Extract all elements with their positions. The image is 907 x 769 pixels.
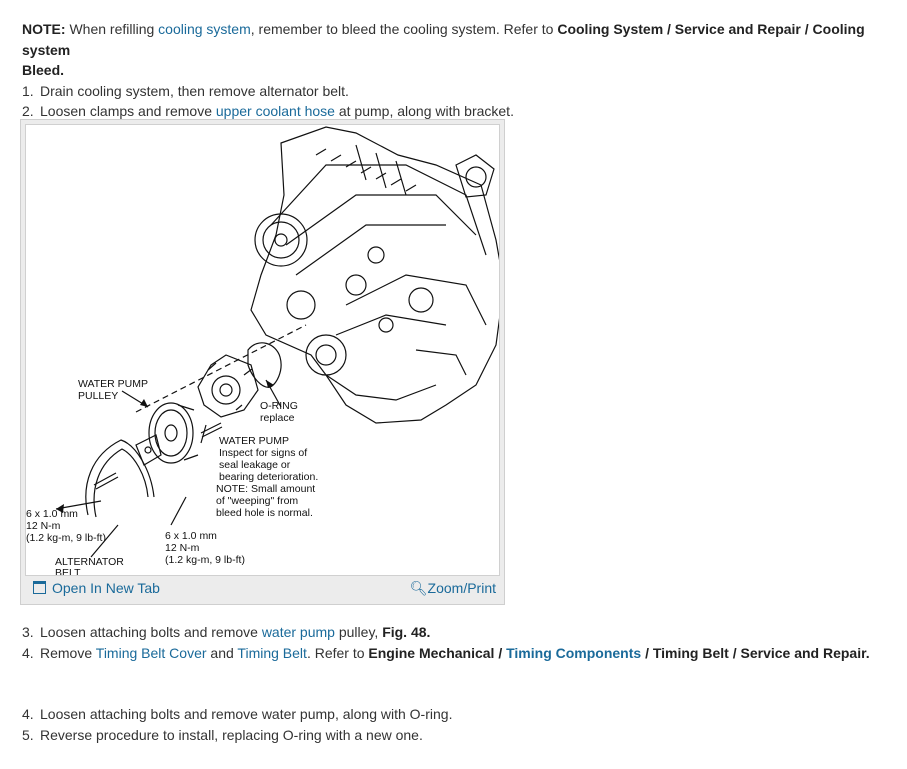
- label-pump-note-4: NOTE: Small amount: [216, 483, 316, 495]
- label-bolt-b-torque: 12 N-m: [165, 542, 200, 554]
- step-1: 1. Drain cooling system, then remove alternator belt.: [22, 82, 349, 99]
- label-bolt-b-size: 6 x 1.0 mm: [165, 530, 217, 542]
- step-4-timing: 4. Remove Timing Belt Cover and Timing Belt. Refer to Engine Mechanical / Timing Components / Timing Belt / Service and Repair.: [22, 644, 870, 661]
- new-tab-icon: [33, 581, 46, 594]
- label-bolt-b-torque-alt: (1.2 kg-m, 9 lb-ft): [165, 554, 245, 566]
- step-5: 5. Reverse procedure to install, replacing O-ring with a new one.: [22, 726, 423, 743]
- label-belt: BELT: [55, 567, 81, 576]
- figure-toolbar: [25, 578, 500, 602]
- label-alternator: ALTERNATOR: [55, 556, 124, 568]
- instructions-bottom-a: [22, 622, 902, 663]
- label-pump-note-6: bleed hole is normal.: [216, 507, 313, 519]
- label-pump-note-2: seal leakage or: [219, 459, 291, 471]
- figure-container: [20, 119, 505, 605]
- label-pump-note-5: of "weeping" from: [216, 495, 299, 507]
- instructions-bottom-b: [22, 704, 902, 745]
- label-o-ring: O-RING: [260, 400, 298, 412]
- label-water-pump-pulley: WATER PUMP: [78, 378, 148, 390]
- timing-belt-link[interactable]: Timing Belt: [237, 644, 307, 661]
- cooling-system-link[interactable]: cooling system: [158, 21, 251, 37]
- label-pump-note-1: Inspect for signs of: [219, 447, 308, 459]
- open-in-new-tab-link[interactable]: Open In New Tab: [33, 580, 160, 596]
- note-paragraph: NOTE: When refilling cooling system, remember to bleed the cooling system. Refer to Cooling System / Service and Repair / Cooling system Bleed.: [22, 21, 865, 78]
- note-label: NOTE:: [22, 21, 66, 37]
- timing-belt-cover-link[interactable]: Timing Belt Cover: [95, 644, 207, 661]
- label-bolt-a-torque: 12 N-m: [26, 520, 61, 532]
- engine-illustration: [26, 125, 500, 576]
- label-pulley: PULLEY: [78, 390, 119, 402]
- step-2: 2. Loosen clamps and remove upper coolant hose at pump, along with bracket.: [22, 103, 514, 119]
- step-3: 3. Loosen attaching bolts and remove water pump pulley, Fig. 48.: [22, 624, 431, 640]
- label-bolt-a-torque-alt: (1.2 kg-m, 9 lb-ft): [26, 532, 106, 544]
- cooling-system-ref: Cooling System / Service and Repair / Cooling system: [22, 21, 865, 58]
- step-4-remove-pump: 4. Loosen attaching bolts and remove water pump, along with O-ring.: [22, 706, 453, 722]
- water-pump-link[interactable]: water pump: [261, 624, 335, 640]
- label-bolt-a-size: 6 x 1.0 mm: [26, 508, 78, 520]
- label-o-ring-replace: replace: [260, 412, 295, 424]
- magnifier-icon: 🔍︎: [409, 580, 428, 596]
- zoom-print-link[interactable]: 🔍︎Zoom/Print: [409, 580, 496, 596]
- timing-components-link[interactable]: Timing Components: [506, 644, 642, 661]
- label-pump-note-3: bearing deterioration.: [219, 471, 319, 483]
- label-water-pump: WATER PUMP: [219, 435, 289, 447]
- bleed-ref: Bleed.: [22, 62, 65, 78]
- upper-coolant-hose-link[interactable]: upper coolant hose: [215, 103, 335, 119]
- water-pump-diagram[interactable]: [25, 124, 500, 576]
